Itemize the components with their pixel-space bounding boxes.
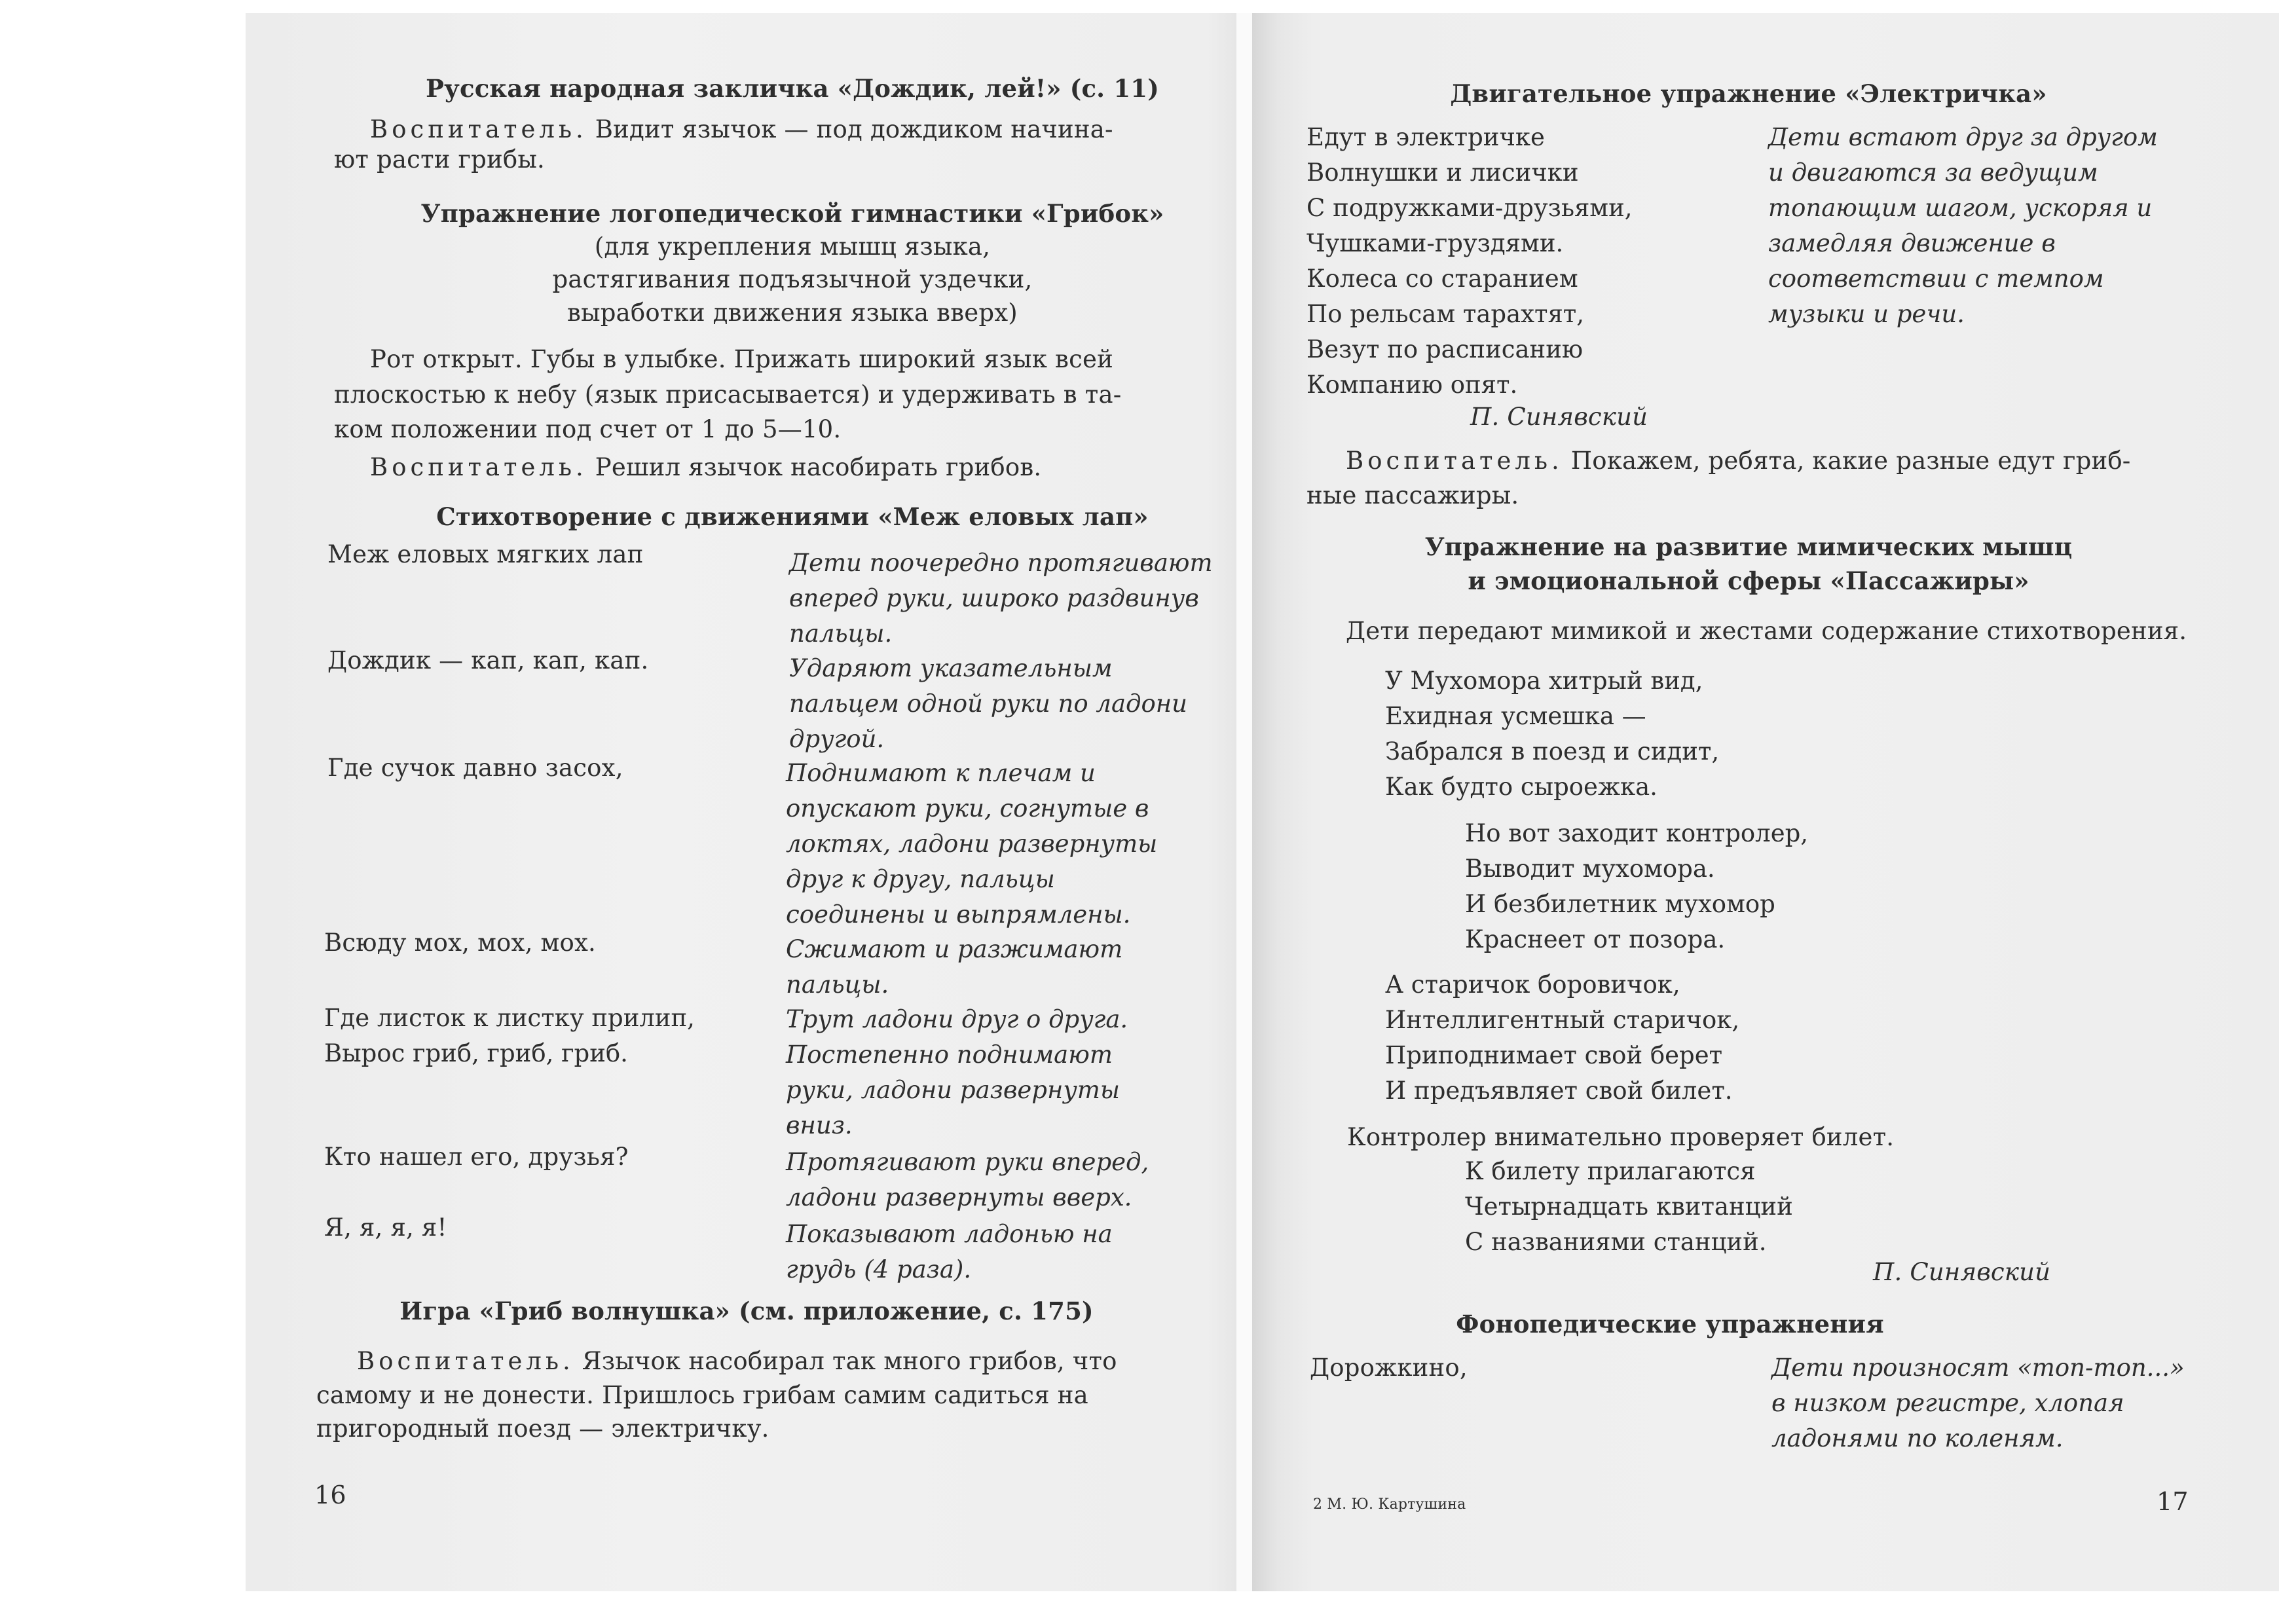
poem-verse: Дорожкино,	[1310, 1354, 1468, 1382]
section-title-fonopedicheskie: Фонопедические упражнения	[1456, 1310, 1884, 1338]
verse-line: Но вот заходит контролер,	[1465, 819, 1809, 847]
section-subtitle-line: растягивания подъязычной уздечки,	[552, 265, 1033, 293]
poem-stanza-4-first-line: Контролер внимательно проверяет билет.	[1347, 1123, 1895, 1151]
verse-line: Ехидная усмешка —	[1385, 702, 1646, 730]
poem-verse: Меж еловых мягких лап	[327, 540, 644, 568]
action-line: вперед руки, широко раздвинув	[789, 584, 1199, 612]
poem-verse: Дождик — кап, кап, кап.	[327, 646, 649, 674]
verse-line: И безбилетник мухомор	[1465, 890, 1775, 918]
poem-action	[789, 651, 1187, 757]
verse-line: Где листок к листку прилип,	[324, 1004, 695, 1032]
poem-verse: Всюду мох, мох, мох.	[324, 929, 597, 957]
section-title-grib-volnushka: Игра «Гриб волнушка» (см. приложение, с. 175)	[399, 1297, 1094, 1325]
action-line: топающим шагом, ускоряя и	[1768, 194, 2153, 222]
verse-line: Вырос гриб, гриб, гриб.	[324, 1039, 628, 1067]
poem-action	[786, 1145, 1149, 1215]
poem-action	[789, 545, 1213, 652]
poem-verse: Я, я, я, я!	[324, 1213, 447, 1242]
action-line: другой.	[789, 725, 885, 753]
section-title-zaklichka: Русская народная закличка «Дождик, лей!» (с. 11)	[426, 74, 1159, 103]
action-line: локтях, ладони развернуты	[786, 830, 1158, 858]
paragraph-vospitatel-3	[357, 1344, 1117, 1379]
verse-line: Выводит мухомора.	[1465, 855, 1715, 883]
action-line: Дети поочередно протягивают	[789, 549, 1213, 577]
poem-stanza-2	[1465, 816, 1808, 957]
poem-action	[1771, 1350, 2185, 1456]
poem-action	[786, 1217, 1113, 1287]
verse-line: С подружками-друзьями,	[1306, 194, 1633, 222]
paragraph-line: плоскостью к небу (язык присасывается) и удерживать в та-	[334, 380, 1122, 409]
action-line: Постепенно поднимают	[786, 1041, 1113, 1069]
page-number-right: 17	[2157, 1487, 2189, 1516]
action-line: пальцы.	[786, 970, 889, 999]
action-line: друг к другу, пальцы	[786, 865, 1055, 893]
section-title-passazhiry: Упражнение на развитие мимических мышц	[1424, 532, 2073, 561]
verse-line: Чушками-груздями.	[1306, 229, 1564, 257]
speaker-label: Воспитатель.	[370, 453, 587, 481]
speaker-label: Воспитатель.	[357, 1347, 574, 1375]
verse-line: Везут по расписанию	[1306, 335, 1584, 363]
action-line: пальцы.	[789, 619, 893, 648]
poem-verse	[324, 1001, 695, 1071]
verse-line: Колеса со старанием	[1306, 265, 1578, 293]
verse-line: Едут в электричке	[1306, 123, 1545, 151]
speaker-label: Воспитатель.	[1346, 447, 1563, 475]
action-line: грудь (4 раза).	[786, 1255, 972, 1283]
poem-verse	[1306, 120, 1633, 403]
action-line: замедляя движение в	[1768, 229, 2056, 257]
page-number-left: 16	[314, 1481, 346, 1509]
action-line: Поднимают к плечам и	[786, 759, 1096, 787]
verse-line: Интеллигентный старичок,	[1385, 1006, 1740, 1034]
verse-line: Как будто сыроежка.	[1385, 773, 1658, 801]
paragraph-line: ные пассажиры.	[1306, 481, 1519, 509]
book-spine	[1236, 13, 1252, 1591]
action-line: в низком регистре, хлопая	[1771, 1389, 2124, 1417]
poem-author: П. Синявский	[1873, 1258, 2051, 1286]
action-line: Показывают ладонью на	[786, 1220, 1113, 1248]
verse-line: Краснеет от позора.	[1465, 925, 1726, 953]
paragraph-text: Покажем, ребята, какие разные едут гриб-	[1563, 447, 2131, 475]
poem-verse: Кто нашел его, друзья?	[324, 1143, 629, 1171]
paragraph-text: Язычок насобирал так много грибов, что	[574, 1347, 1117, 1375]
action-line: Сжимают и разжимают	[786, 935, 1123, 963]
poem-action	[786, 1002, 1128, 1143]
verse-line: И предъявляет свой билет.	[1385, 1077, 1733, 1105]
paragraph-text: Решил язычок насобирать грибов.	[587, 453, 1042, 481]
paragraph-vospitatel-2	[370, 450, 1041, 485]
action-line: руки, ладони развернуты	[786, 1076, 1120, 1104]
paragraph-line: Рот открыт. Губы в улыбке. Прижать широкий язык всей	[370, 345, 1113, 373]
action-line: Ударяют указательным	[789, 654, 1113, 682]
poem-action	[1768, 120, 2158, 332]
footer-signature: 2 М. Ю. Картушина	[1313, 1496, 1466, 1513]
action-line: музыки и речи.	[1768, 300, 1965, 328]
verse-line: Забрался в поезд и сидит,	[1385, 737, 1720, 766]
verse-line: К билету прилагаются	[1465, 1157, 1756, 1185]
action-line: пальцем одной руки по ладони	[789, 690, 1187, 718]
verse-line: Четырнадцать квитанций	[1465, 1192, 1793, 1221]
section-subtitle-line: выработки движения языка вверх)	[567, 299, 1018, 327]
verse-line: У Мухомора хитрый вид,	[1385, 667, 1703, 695]
paragraph-line: самому и не донести. Пришлось грибам самим садиться на	[316, 1381, 1088, 1409]
poem-author: П. Синявский	[1470, 403, 1648, 431]
paragraph-line: пригородный поезд — электричку.	[316, 1414, 769, 1443]
paragraph-text: Видит язычок — под дождиком начина-	[587, 115, 1113, 143]
section-intro: Дети передают мимикой и жестами содержание стихотворения.	[1346, 617, 2187, 645]
poem-verse: Где сучок давно засох,	[327, 754, 623, 782]
poem-stanza-3	[1385, 967, 1739, 1109]
verse-line: Приподнимает свой берет	[1385, 1041, 1723, 1069]
paragraph-vospitatel-4	[1346, 443, 2131, 479]
section-title-gribok: Упражнение логопедической гимнастики «Грибок»	[420, 199, 1164, 228]
poem-action	[786, 756, 1157, 932]
action-line: и двигаются за ведущим	[1768, 158, 2098, 187]
action-line: опускают руки, согнутые в	[786, 794, 1149, 822]
poem-stanza-4	[1465, 1154, 1793, 1260]
paragraph-line: ком положении под счет от 1 до 5—10.	[334, 415, 842, 443]
action-line: Протягивают руки вперед,	[786, 1148, 1149, 1176]
section-subtitle-line: (для укрепления мышц языка,	[594, 232, 991, 261]
action-line: Дети произносят «топ-топ...»	[1771, 1354, 2185, 1382]
verse-line: Волнушки и лисички	[1306, 158, 1579, 187]
action-line: Дети встают друг за другом	[1768, 123, 2158, 151]
action-line: ладонями по коленям.	[1771, 1424, 2064, 1452]
verse-line: А старичок боровичок,	[1385, 970, 1680, 999]
action-line: ладони развернуты вверх.	[786, 1183, 1132, 1211]
action-line: соединены и выпрямлены.	[786, 900, 1131, 929]
speaker-label: Воспитатель.	[370, 115, 587, 143]
paragraph-line: ют расти грибы.	[334, 145, 546, 174]
verse-line: По рельсам тарахтят,	[1306, 300, 1585, 328]
poem-action	[786, 932, 1122, 1003]
action-line: вниз.	[786, 1111, 853, 1139]
action-line: Трут ладони друг о друга.	[786, 1005, 1128, 1033]
section-title-passazhiry-line2: и эмоциональной сферы «Пассажиры»	[1468, 566, 2029, 595]
section-title-mezh-elovykh-lap: Стихотворение с движениями «Меж еловых лап»	[436, 502, 1149, 531]
verse-line: Компанию опят.	[1306, 371, 1518, 399]
poem-stanza-1	[1385, 663, 1719, 805]
section-title-elektrichka: Двигательное упражнение «Электричка»	[1450, 79, 2047, 108]
action-line: соответствии с темпом	[1768, 265, 2104, 293]
verse-line: С названиями станций.	[1465, 1228, 1767, 1256]
